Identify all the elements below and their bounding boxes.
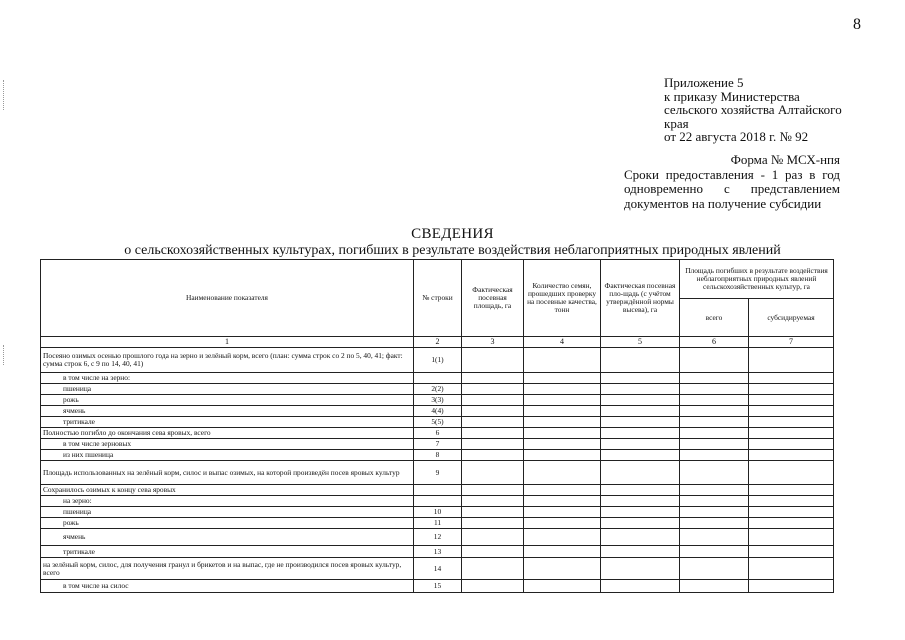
header-seed-amount: Количество семян, прошедших проверку на посевные качества, тонн: [524, 260, 601, 337]
appendix-line: Приложение 5: [664, 75, 744, 90]
row-name: в том числе зерновых: [41, 439, 414, 450]
appendix-line: к приказу Министерства: [664, 88, 800, 104]
crops-table: [40, 259, 834, 593]
table-row: [41, 417, 834, 428]
row-code: 11: [414, 518, 462, 529]
row-code: 7: [414, 439, 462, 450]
appendix-line: края: [664, 115, 689, 131]
row-code: 13: [414, 546, 462, 558]
table-row: [41, 546, 834, 558]
table-row: [41, 450, 834, 461]
appendix-line: сельского хозяйства Алтайского: [664, 102, 842, 117]
row-code: 15: [414, 580, 462, 593]
row-code: [414, 485, 462, 496]
table-row: [41, 580, 834, 593]
table-row: [41, 518, 834, 529]
scan-margin-mark: [3, 345, 6, 365]
col-number: 4: [524, 337, 601, 348]
row-code: 6: [414, 428, 462, 439]
col-number: 2: [414, 337, 462, 348]
row-name: ячмень: [41, 529, 414, 546]
table-row: [41, 529, 834, 546]
table-row: [41, 428, 834, 439]
row-name: рожь: [41, 395, 414, 406]
page-number: 8: [853, 16, 861, 33]
row-name: Сохранилось озимых к концу сева яровых: [41, 485, 414, 496]
row-code: 14: [414, 558, 462, 580]
col-number: 1: [41, 337, 414, 348]
table-row: [41, 348, 834, 373]
table-row: [41, 496, 834, 507]
header-subsidized: субсидируемая: [749, 299, 834, 337]
row-name: пшеница: [41, 384, 414, 395]
table-row: [41, 485, 834, 496]
form-number: Форма № МСХ-нпя: [730, 152, 840, 167]
col-number: 7: [749, 337, 834, 348]
row-code: 8: [414, 450, 462, 461]
form-block: [624, 153, 840, 211]
header-actual-area: Фактическая посевная площадь, га: [462, 260, 524, 337]
appendix-block: [664, 76, 864, 144]
col-number: 3: [462, 337, 524, 348]
row-code: 4(4): [414, 406, 462, 417]
table-row: [41, 439, 834, 450]
header-actual-area-norm: Фактическая посевная пло-щадь (с учётом утверждённой нормы высева), га: [601, 260, 680, 337]
row-name: в том числе на силос: [41, 580, 414, 593]
row-name: рожь: [41, 518, 414, 529]
row-name: в том числе на зерно:: [41, 373, 414, 384]
col-number: 6: [680, 337, 749, 348]
form-deadline: Сроки предоставления - 1 раз в год одновременно с представлением документов на получение субсидии: [624, 166, 840, 211]
row-name: ячмень: [41, 406, 414, 417]
row-code: 12: [414, 529, 462, 546]
table-row: [41, 395, 834, 406]
row-name: тритикале: [41, 546, 414, 558]
scan-margin-mark: [3, 80, 6, 110]
table-row: [41, 558, 834, 580]
row-name: на зерно:: [41, 496, 414, 507]
table-row: [41, 406, 834, 417]
row-name: Площадь использованных на зелёный корм, силос и выпас озимых, на которой произведён посев яровых культур: [41, 461, 414, 485]
header-lost-area: Площадь погибших в результате воздействия неблагоприятных природных явлений сельскохозяйственных культур, га: [680, 260, 834, 299]
row-code: [414, 373, 462, 384]
row-code: [414, 496, 462, 507]
row-name: из них пшеница: [41, 450, 414, 461]
header-row-no: № строки: [414, 260, 462, 337]
header-total: всего: [680, 299, 749, 337]
document-subtitle: о сельскохозяйственных культурах, погибших в результате воздействия неблагоприятных природных явлений: [124, 243, 781, 258]
row-name: Посеяно озимых осенью прошлого года на зерно и зелёный корм, всего (план: сумма строк со 2 по 5, 40, 41; факт: сумма строк 6, с 9 по 14, 40, 41): [41, 348, 414, 373]
row-name: тритикале: [41, 417, 414, 428]
row-name: Полностью погибло до окончания сева яровых, всего: [41, 428, 414, 439]
appendix-line: от 22 августа 2018 г. № 92: [664, 129, 809, 144]
row-code: 5(5): [414, 417, 462, 428]
row-code: 10: [414, 507, 462, 518]
row-code: 3(3): [414, 395, 462, 406]
row-code: 9: [414, 461, 462, 485]
table-row: [41, 461, 834, 485]
row-name: на зелёный корм, силос, для получения гранул и брикетов и на выпас, где не производился посев яровых культур, всего: [41, 558, 414, 580]
table-row: [41, 384, 834, 395]
row-code: 1(1): [414, 348, 462, 373]
column-numbers-row: [41, 337, 834, 348]
table-row: [41, 373, 834, 384]
header-name: Наименование показателя: [41, 260, 414, 337]
row-code: 2(2): [414, 384, 462, 395]
document-title: СВЕДЕНИЯ: [411, 226, 494, 242]
col-number: 5: [601, 337, 680, 348]
table-row: [41, 507, 834, 518]
row-name: пшеница: [41, 507, 414, 518]
